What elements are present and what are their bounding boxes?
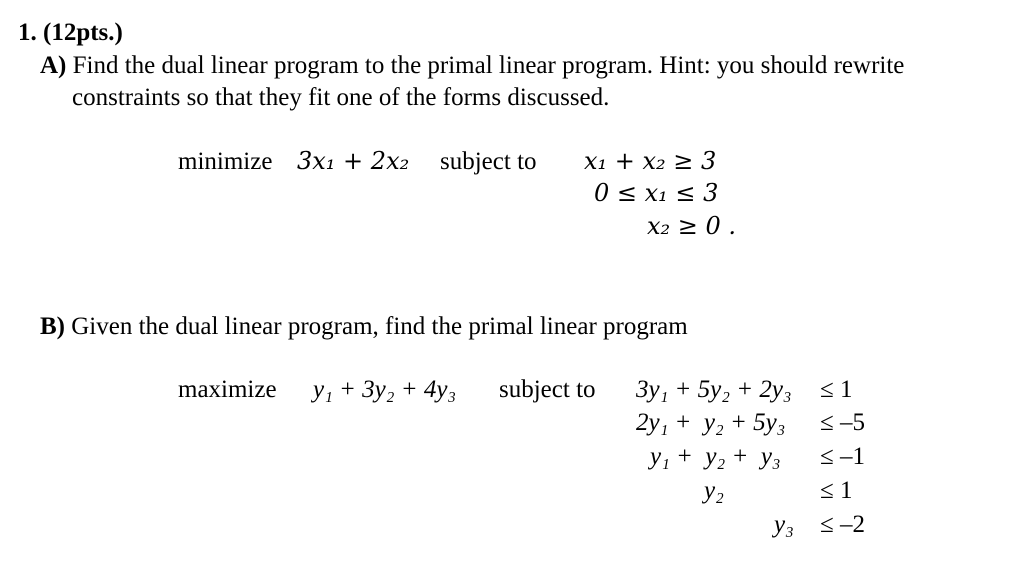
problem-number: 1. [18, 19, 37, 46]
part-b-label: B) [40, 313, 65, 340]
part-a-text-line1: Find the dual linear program to the primal linear program. Hint: you should rewrite [72, 52, 905, 79]
part-b-constraint-2-lhs: 2y₁ + y₂ + 5y₃ [636, 409, 786, 436]
part-b-objective: y₁ + 3y₂ + 4y₃ [313, 376, 457, 403]
part-a-constraint-3: x₂ ≥ 0 . [647, 212, 737, 240]
part-a-objective: 3x₁ + 2x₂ [297, 147, 410, 175]
part-a-label: A) [40, 52, 67, 79]
part-b-constraint-5-rhs: ≤ –2 [820, 511, 865, 538]
part-a-constraint-2: 0 ≤ x₁ ≤ 3 [594, 179, 719, 207]
part-b-constraint-2-rhs: ≤ –5 [820, 409, 865, 436]
part-b-constraint-3-rhs: ≤ –1 [820, 443, 865, 470]
part-b-constraint-1-lhs: 3y₁ + 5y₂ + 2y₃ [636, 376, 792, 403]
part-a-text-line2: constraints so that they fit one of the forms discussed. [72, 84, 610, 111]
part-b-constraint-1-rhs: ≤ 1 [820, 376, 853, 403]
part-a-constraint-1: x₁ + x₂ ≥ 3 [584, 147, 717, 175]
part-b-instructions [40, 314, 688, 339]
part-a-minimize-keyword: minimize [178, 148, 273, 175]
part-b-constraint-3-lhs: y₁ + y₂ + y₃ [650, 443, 781, 470]
part-b-subject-to-keyword: subject to [499, 376, 596, 403]
problem-heading [18, 20, 123, 45]
part-a-instructions [40, 53, 904, 78]
part-b-maximize-keyword: maximize [178, 376, 277, 403]
part-b-constraint-4-rhs: ≤ 1 [820, 477, 853, 504]
part-b-constraint-4-lhs: y₂ [704, 477, 724, 504]
part-b-text: Given the dual linear program, find the primal linear program [71, 313, 688, 340]
part-b-constraint-5-lhs: y₃ [774, 511, 794, 538]
part-a-subject-to-keyword: subject to [440, 148, 537, 175]
problem-points: (12pts.) [43, 19, 123, 46]
